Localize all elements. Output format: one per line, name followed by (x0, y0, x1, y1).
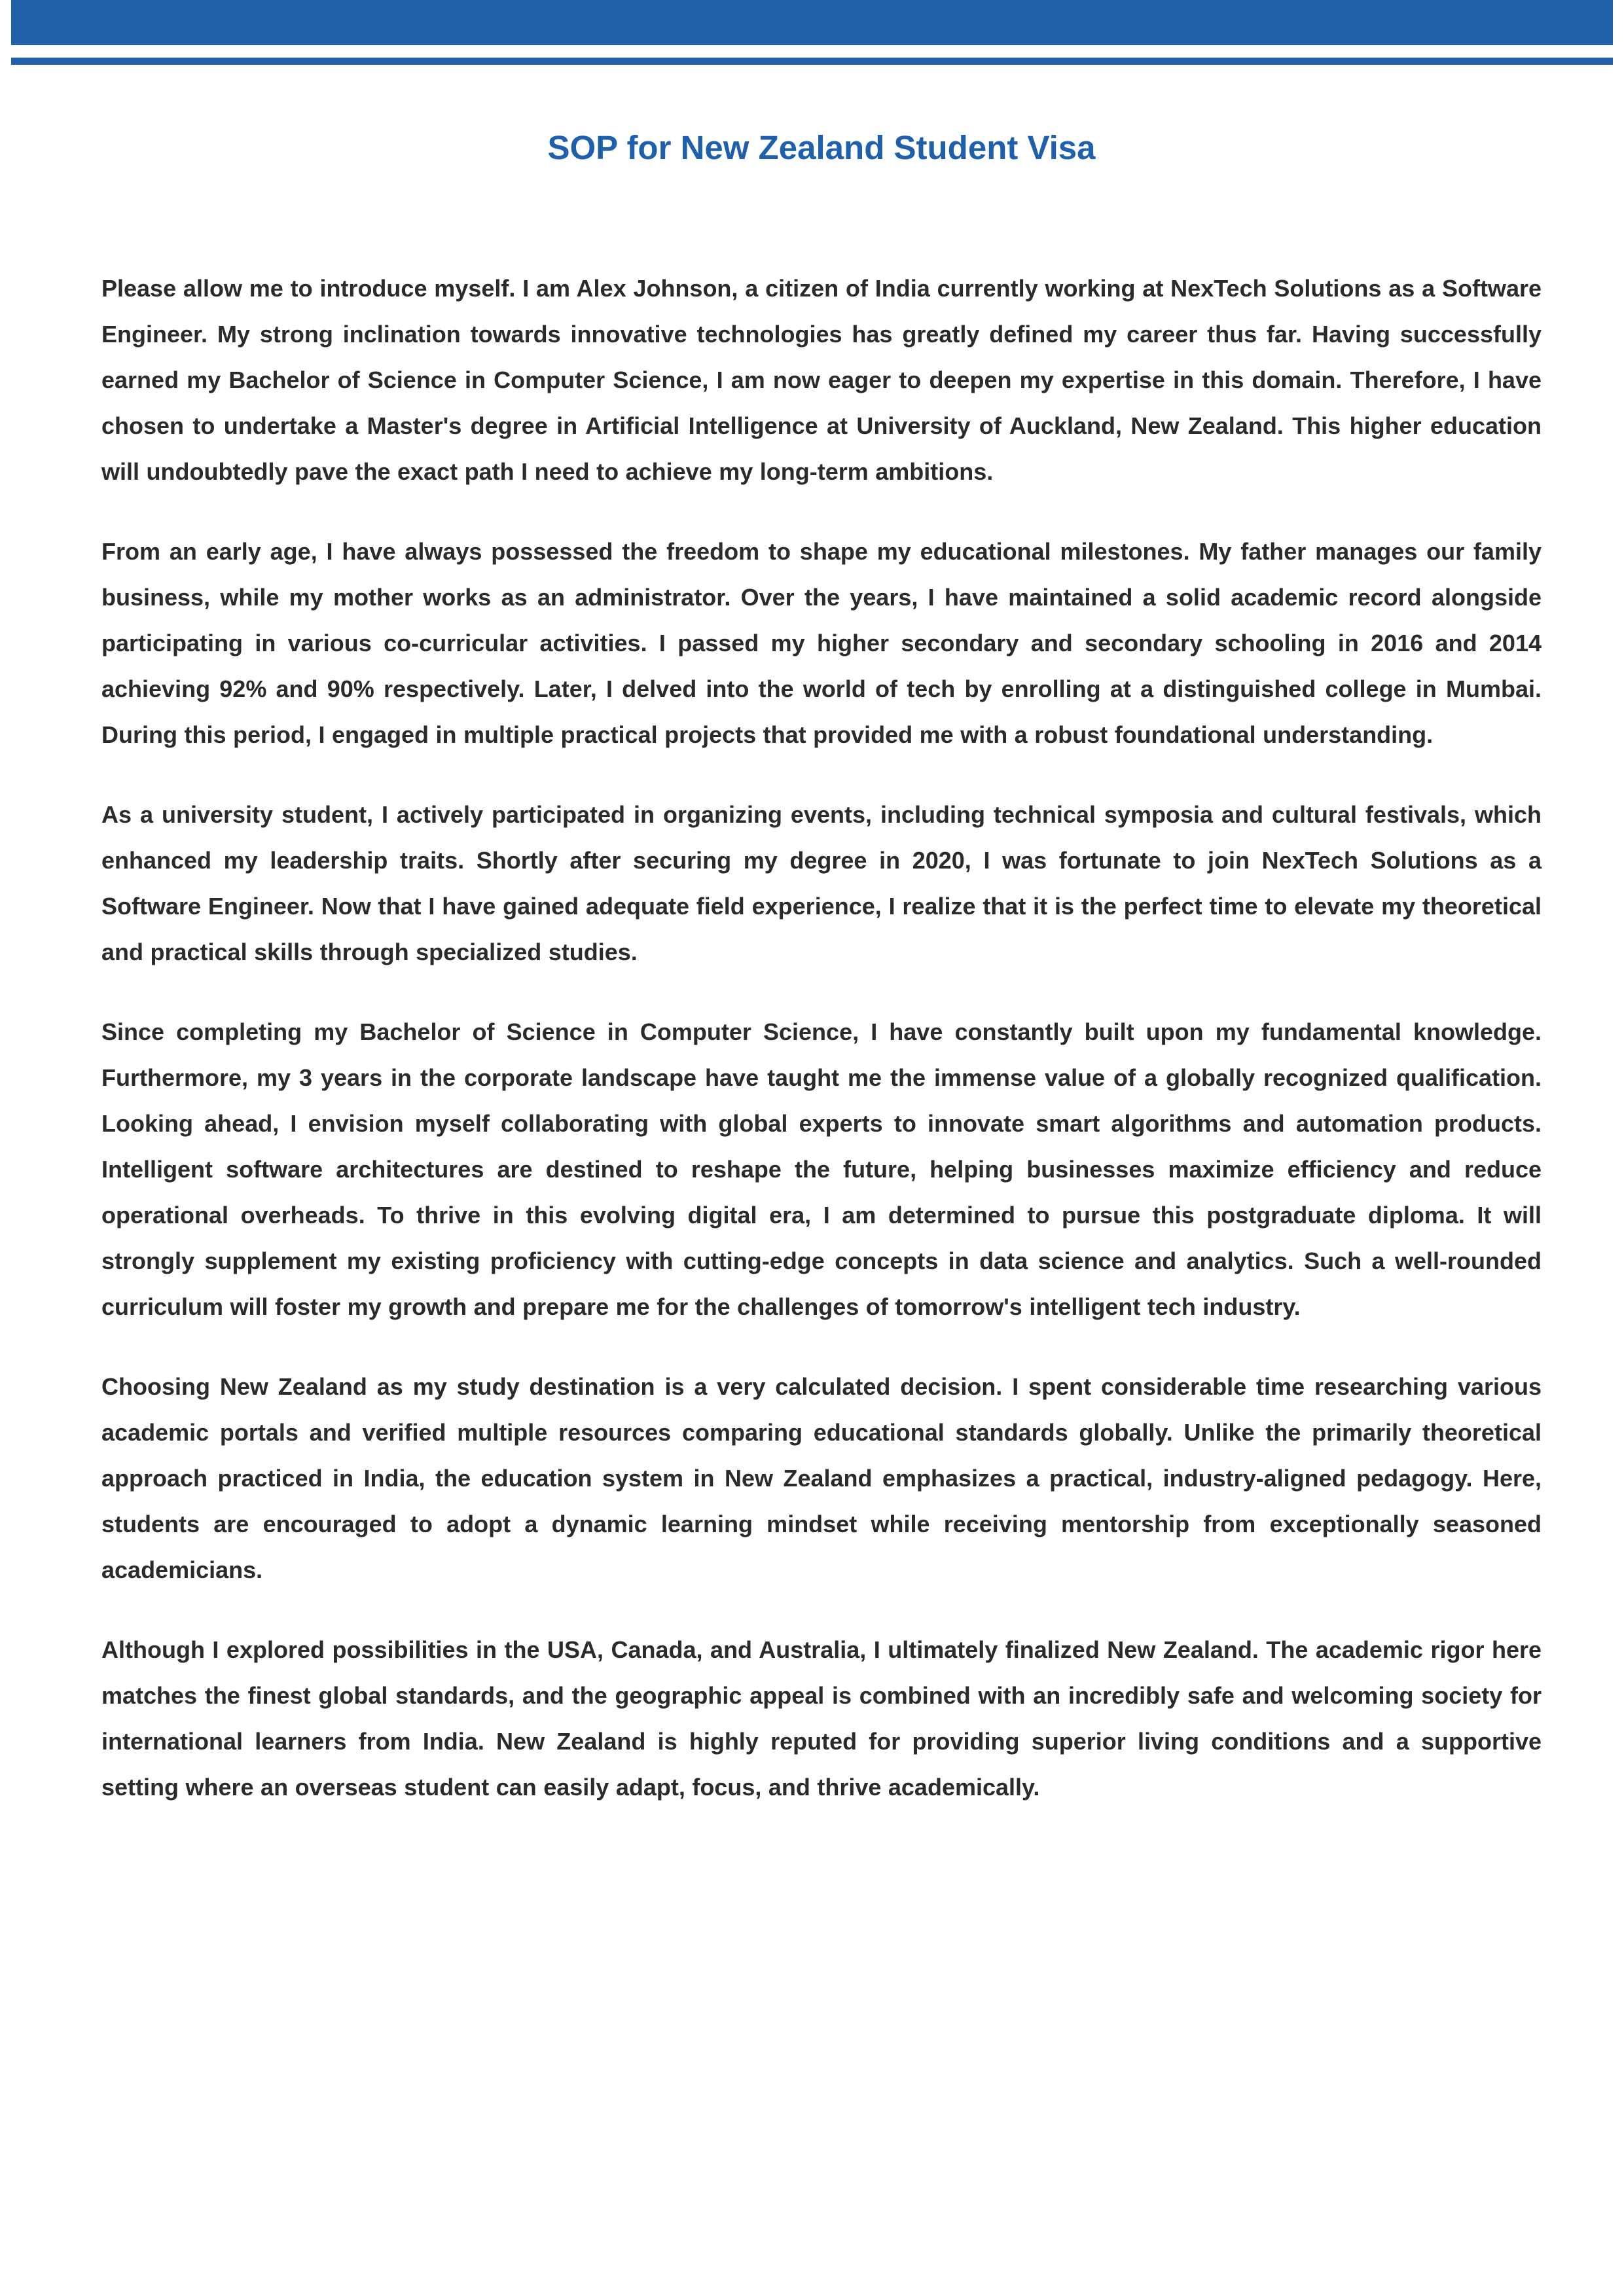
paragraph-career-goals: Since completing my Bachelor of Science in Computer Science, I have constantly built upon my fundamental knowledge. Furthermore, my 3 years in the corporate landscape have taught me the immense value of a globally recognized qualification. Looking ahead, I envision myself collaborating with global experts to innovate smart algorithms and automation products. Intelligent software architectures are destined to reshape the future, helping businesses maximize efficiency and reduce operational overheads. To thrive in this evolving digital era, I am determined to pursue this postgraduate diploma. It will strongly supplement my existing proficiency with cutting-edge concepts in data science and analytics. Such a well-rounded curriculum will foster my growth and prepare me for the challenges of tomorrow's intelligent tech industry. (101, 1018, 1542, 1320)
header-accent-bar (11, 0, 1613, 45)
paragraph-country-comparison: Although I explored possibilities in the USA, Canada, and Australia, I ultimately finalized New Zealand. The academic rigor here matches the finest global standards, and the geographic appeal is combined with an incredibly safe and welcoming society for international learners from India. New Zealand is highly reputed for providing superior living conditions and a supportive setting where an overseas student can easily adapt, focus, and thrive academically. (101, 1636, 1542, 1801)
paragraph-family-and-schooling: From an early age, I have always possessed the freedom to shape my educational milestones. My father manages our family business, while my mother works as an administrator. Over the years, I have maintained a solid academic record alongside participating in various co-curricular activities. I passed my higher secondary and secondary schooling in 2016 and 2014 achieving 92% and 90% respectively. Later, I delved into the world of tech by enrolling at a distinguished college in Mumbai. During this period, I engaged in multiple practical projects that provided me with a robust foundational understanding. (101, 538, 1542, 748)
document-body (101, 266, 1542, 1810)
paragraph-why-new-zealand: Choosing New Zealand as my study destination is a very calculated decision. I spent considerable time researching various academic portals and verified multiple resources comparing educational standards globally. Unlike the primarily theoretical approach practiced in India, the education system in New Zealand emphasizes a practical, industry-aligned pedagogy. Here, students are encouraged to adopt a dynamic learning mindset while receiving mentorship from exceptionally seasoned academicians. (101, 1373, 1542, 1583)
header-accent-rule (11, 58, 1613, 65)
paragraph-university-and-work: As a university student, I actively participated in organizing events, including technical symposia and cultural festivals, which enhanced my leadership traits. Shortly after securing my degree in 2020, I was fortunate to join NexTech Solutions as a Software Engineer. Now that I have gained adequate field experience, I realize that it is the perfect time to elevate my theoretical and practical skills through specialized studies. (101, 801, 1542, 965)
page-header-band (0, 0, 1624, 65)
page-title: SOP for New Zealand Student Visa (547, 129, 1096, 166)
paragraph-intro: Please allow me to introduce myself. I am Alex Johnson, a citizen of India currently working at NexTech Solutions as a Software Engineer. My strong inclination towards innovative technologies has greatly defined my career thus far. Having successfully earned my Bachelor of Science in Computer Science, I am now eager to deepen my expertise in this domain. Therefore, I have chosen to undertake a Master's degree in Artificial Intelligence at University of Auckland, New Zealand. This higher education will undoubtedly pave the exact path I need to achieve my long-term ambitions. (101, 275, 1542, 485)
